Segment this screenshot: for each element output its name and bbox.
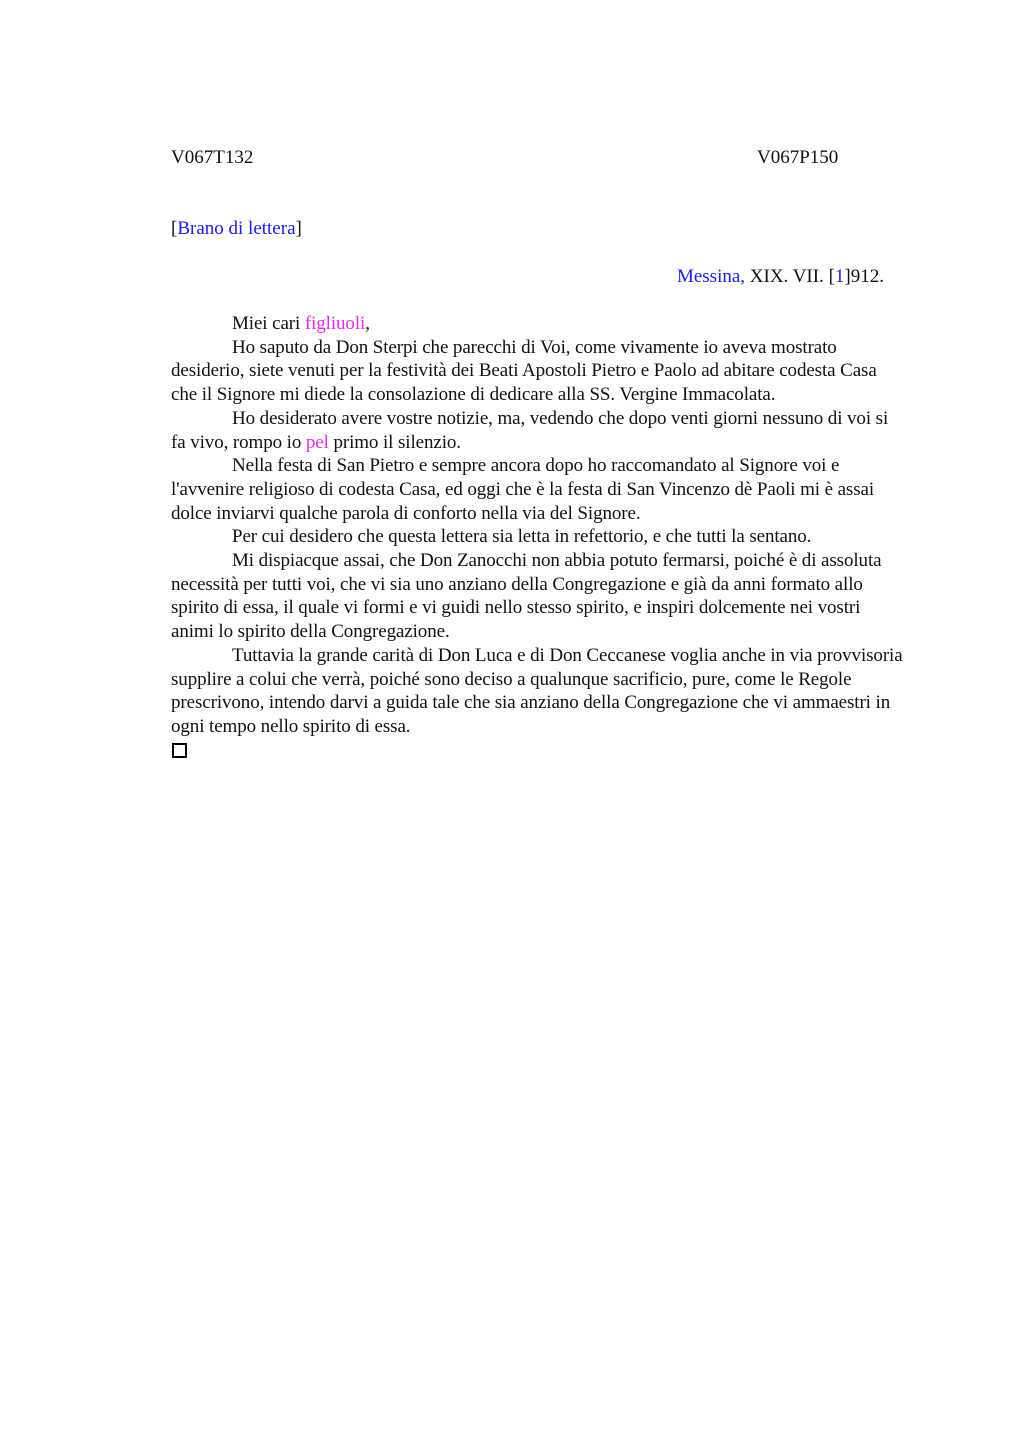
letter-paragraph-5: Mi dispiacque assai, che Don Zanocchi non abbia potuto fermarsi, poiché è di assoluta necessità per tutti voi, che vi sia uno anziano della Congregazione e già da anni formato allo spirito di essa, il quale vi formi e vi guidi nello stesso spirito, e inspiri dolcemente nei vostri animi lo spirito della Congregazione. [171, 550, 882, 643]
greeting-pre: Miei cari [232, 313, 305, 334]
title-bracket-open: [ [171, 218, 178, 239]
paragraph-2-post: primo il silenzio. [328, 431, 461, 453]
end-of-text-marker [172, 743, 187, 758]
dateline [677, 265, 884, 289]
dateline-date-insert: 1 [834, 266, 845, 287]
greeting-variant-word: figliuoli [304, 313, 366, 334]
dateline-date-part1: XIX. VII. [ [745, 266, 835, 287]
greeting-post: , [365, 313, 370, 334]
volume-text-code: V067T132 [171, 147, 254, 168]
letter-paragraph-4: Per cui desidero che questa lettera sia letta in refettorio, e che tutti la sentano. [232, 526, 812, 548]
dateline-place: Messina, [676, 266, 746, 287]
letter-paragraph-6: Tuttavia la grande carità di Don Luca e di Don Ceccanese voglia anche in via provvisoria supplire a colui che verrà, poiché sono deciso a qualunque sacrificio, pure, come le Regole prescrivono, intendo darvi a guida tale che sia anziano della Congregazione che vi ammaestri in ogni tempo nello spirito di essa. [171, 644, 903, 737]
document-title [171, 217, 302, 241]
letter-paragraph-3: Nella festa di San Pietro e sempre ancora dopo ho raccomandato al Signore voi e l'avvenire religioso di codesta Casa, ed oggi che è la festa di San Vincenzo dè Paoli mi è assai dolce inviarvi qualche parola di conforto nella via del Signore. [171, 455, 875, 524]
letter-body [171, 312, 907, 739]
letter-paragraph-1: Ho saputo da Don Sterpi che parecchi di Voi, come vivamente io aveva mostrato desiderio, siete venuti per la festività dei Beati Apostoli Pietro e Paolo ad abitare codesta Casa che il Signore mi diede la consolazione di dedicare alla SS. Vergine Immacolata. [171, 336, 877, 406]
title-text: Brano di lettera [177, 218, 296, 239]
document-page [171, 0, 907, 1450]
letter-paragraph-2 [171, 407, 907, 454]
letter-greeting [171, 312, 907, 336]
dateline-date-part2: ]912. [844, 266, 884, 287]
paragraph-2-pre: Ho desiderato avere vostre notizie, ma, vedendo che dopo venti giorni nessuno di voi si fa vivo, rompo io [171, 407, 889, 453]
volume-page-code: V067P150 [757, 147, 839, 168]
paragraph-2-variant-word: pel [305, 431, 329, 453]
title-bracket-close: ] [295, 218, 302, 239]
